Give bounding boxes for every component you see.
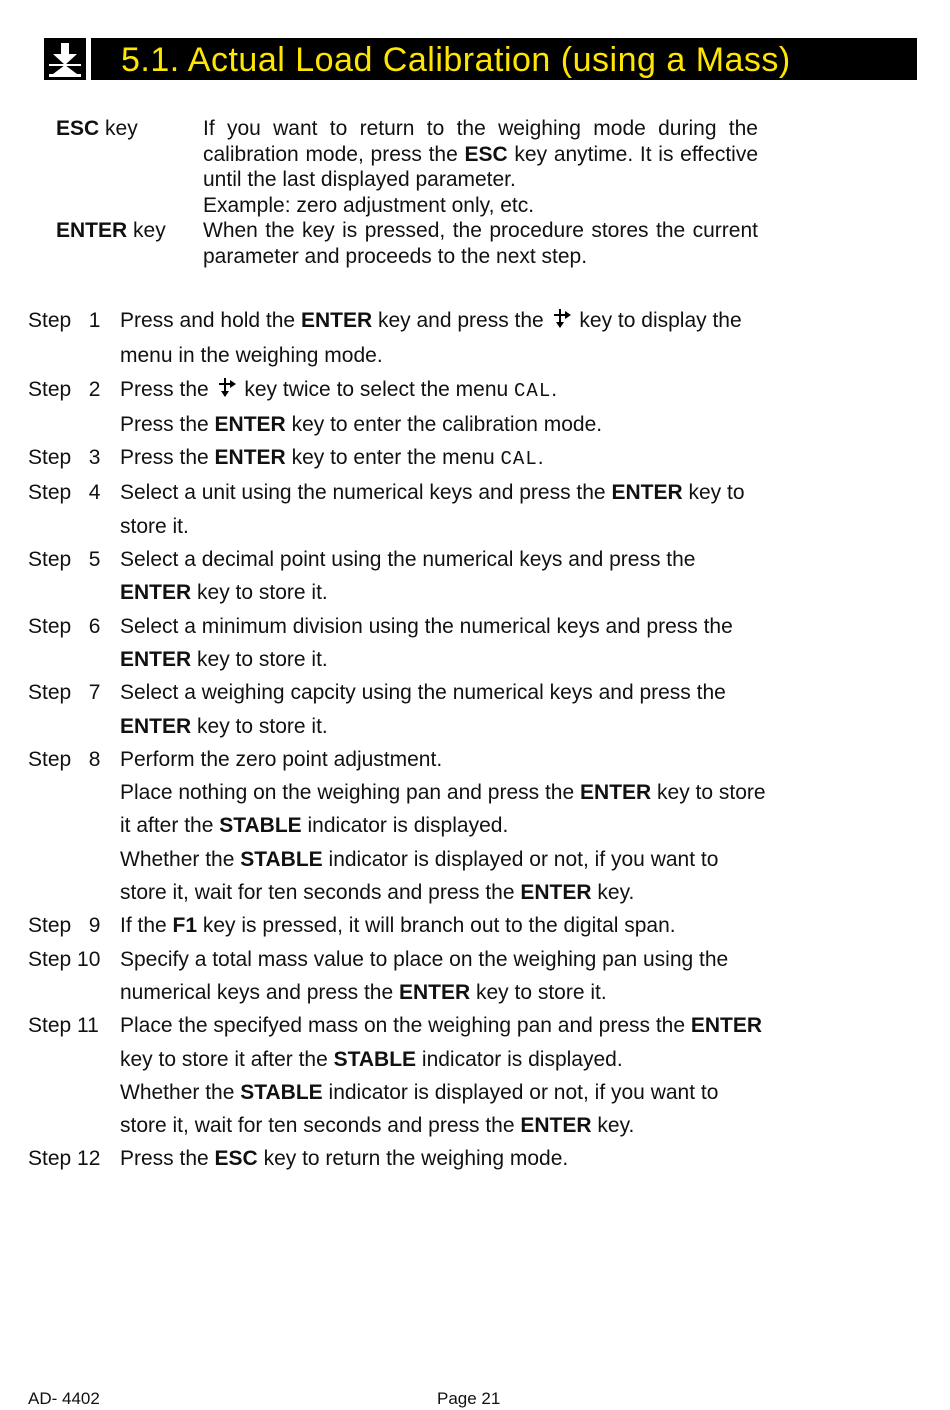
arrow-key-icon	[552, 306, 572, 339]
section-title-bar	[91, 38, 917, 80]
step-label: Step 12	[28, 1147, 101, 1171]
step-item	[28, 304, 768, 373]
download-arrow-icon	[44, 38, 86, 80]
step-text: Press and hold the ENTER key and press the key to display the menu in the weighing mode.	[120, 304, 768, 373]
step-text: Select a decimal point using the numerical keys and press the ENTER key to store it.	[120, 548, 696, 605]
step-item	[28, 1009, 768, 1142]
step-item	[28, 543, 768, 610]
step-label: Step 11	[28, 1014, 99, 1038]
key-description: When the key is pressed, the procedure stores the current parameter and proceeds to the next step.	[203, 219, 758, 268]
step-item	[28, 476, 768, 543]
step-item	[28, 373, 768, 442]
step-text: Specify a total mass value to place on the weighing pan using the numerical keys and press the ENTER key to store it.	[120, 947, 729, 1004]
step-item	[28, 943, 768, 1010]
footer-model: AD- 4402	[28, 1389, 100, 1408]
step-text: Perform the zero point adjustment. Place nothing on the weighing pan and press the ENTER key to store it after the STABLE indicator is displayed. Whether the STABLE indicator is displayed or not, if you want to store it, wait for ten seconds and press the ENTER key.	[120, 747, 766, 905]
step-label: Step 6	[28, 614, 101, 638]
footer-page-number: Page 21	[437, 1389, 501, 1408]
step-item	[28, 1142, 768, 1175]
step-item	[28, 909, 768, 942]
step-text: If the F1 key is pressed, it will branch out to the digital span.	[120, 914, 676, 938]
step-label: Step 4	[28, 481, 101, 505]
step-label: Step 2	[28, 377, 101, 401]
key-name: ESC key	[56, 117, 138, 140]
key-definition-enter	[56, 218, 758, 269]
step-item	[28, 610, 768, 677]
step-label: Step 5	[28, 548, 101, 572]
step-text: Press the key twice to select the menu CAL. Press the ENTER key to enter the calibration mode.	[120, 373, 768, 442]
step-text: Press the ENTER key to enter the menu CAL.	[120, 446, 544, 471]
step-item	[28, 676, 768, 743]
key-definitions	[56, 116, 758, 269]
step-label: Step 3	[28, 446, 101, 470]
step-item	[28, 441, 768, 476]
key-definition-esc	[56, 116, 758, 218]
key-name: ENTER key	[56, 219, 166, 242]
key-description: If you want to return to the weighing mode during the calibration mode, press the ESC key anytime. It is effective until the last displayed parameter. Example: zero adjustment only, etc.	[203, 117, 758, 217]
step-label: Step 7	[28, 681, 101, 705]
step-text: Select a unit using the numerical keys and press the ENTER key to store it.	[120, 481, 745, 538]
step-text: Press the ESC key to return the weighing mode.	[120, 1147, 569, 1171]
step-label: Step 9	[28, 914, 101, 938]
step-label: Step 8	[28, 747, 101, 771]
step-item	[28, 743, 768, 909]
arrow-key-icon	[217, 375, 237, 408]
step-text: Select a minimum division using the numerical keys and press the ENTER key to store it.	[120, 614, 733, 671]
step-label: Step 10	[28, 947, 101, 971]
step-text: Place the specifyed mass on the weighing pan and press the ENTER key to store it after the STABLE indicator is displayed. Whether the STABLE indicator is displayed or not, if you want to store it, wait for ten seconds and press the ENTER key.	[120, 1014, 763, 1138]
section-title: 5.1. Actual Load Calibration (using a Mass)	[121, 41, 791, 79]
step-list	[28, 304, 768, 1176]
step-text: Select a weighing capcity using the numerical keys and press the ENTER key to store it.	[120, 681, 726, 738]
step-label: Step 1	[28, 309, 101, 332]
